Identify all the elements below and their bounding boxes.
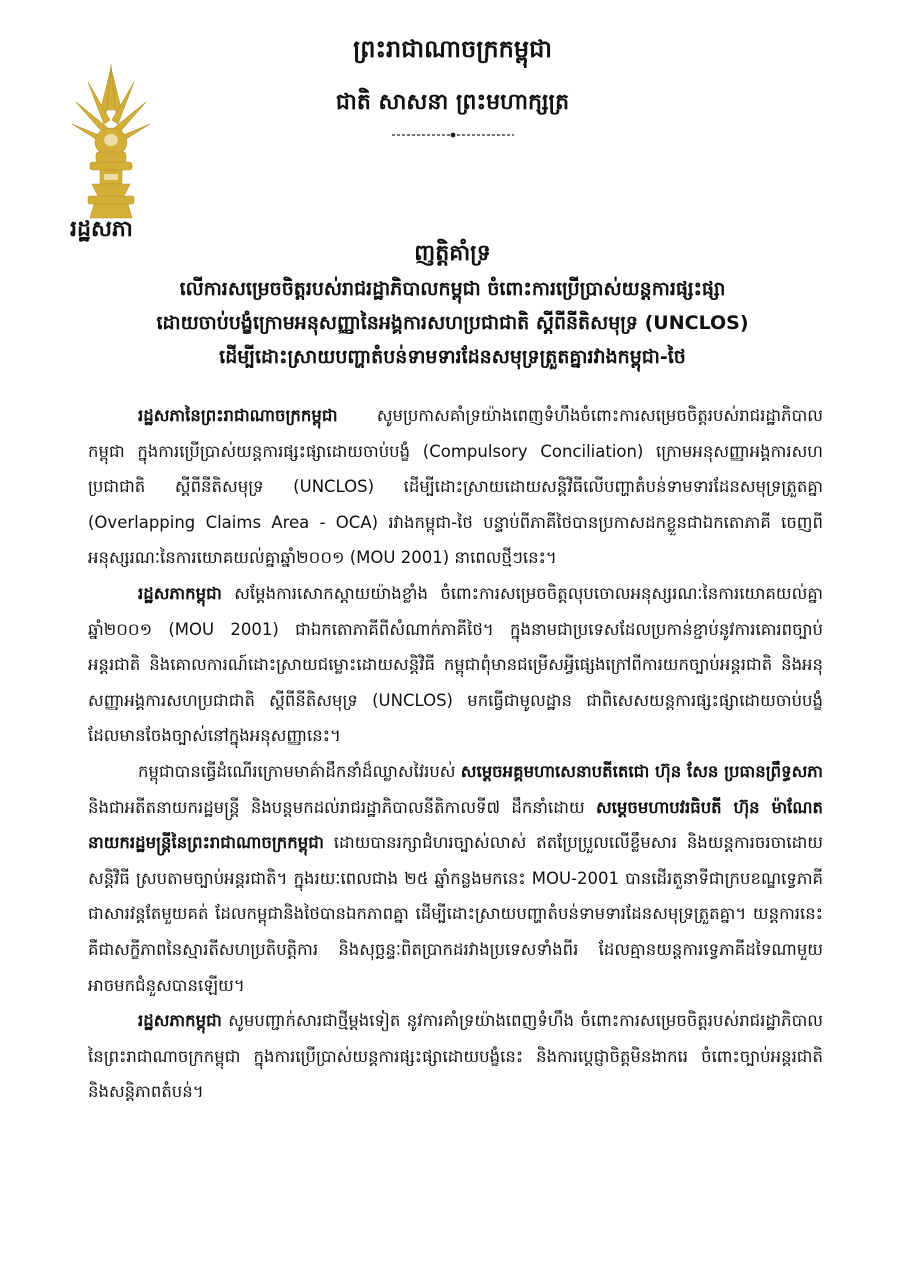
- paragraph-bold-name: សម្តេចអគ្គមហាសេនាបតីតេជោ ហ៊ុន សែន ប្រធានព្រឹទ្ធសភា: [460, 761, 823, 781]
- paragraph-lead: រដ្ឋសភាកម្ពុជា: [138, 1011, 222, 1031]
- paragraph-lead: រដ្ឋសភានៃព្រះរាជាណាចក្រកម្ពុជា: [138, 406, 338, 425]
- paragraph-text: សម្តែងការសោកស្តាយយ៉ាងខ្លាំង ចំពោះការសម្រេចចិត្តលុបចោលអនុស្សរណៈនៃការយោគយល់គ្នាឆ្នាំ២០០១ (MOU 2001) ជាឯកតោភាគីពីសំណាក់ភាគីថៃ។ ក្នុងនាមជាប្រទេសដែលប្រកាន់ខ្ជាប់នូវការគោរពច្បាប់អន្តរជាតិ និងគោលការណ៍ដោះស្រាយជម្លោះដោយសន្តិវិធី កម្ពុជាពុំមានជម្រើសអ្វីផ្សេងក្រៅពីការយកច្បាប់អន្តរជាតិ និងអនុសញ្ញាអង្គការសហប្រជាជាតិ ស្តីពីនីតិសមុទ្រ (UNCLOS) មកធ្វើជាមូលដ្ឋាន ជាពិសេសយន្តការផ្សះផ្សាដោយចាប់បង្ខំ ដែលមានចែងច្បាស់នៅក្នុងអនុសញ្ញានេះ។: [88, 583, 823, 746]
- body-paragraph: [88, 754, 823, 1003]
- body-paragraph: [88, 398, 823, 576]
- document-body: [88, 398, 823, 1110]
- paragraph-text: និងជាអតីតនាយករដ្ឋមន្ត្រី និងបន្តមកដល់រាជរដ្ឋាភិបាលនីតិកាលទី៧ ដឹកនាំដោយ: [88, 797, 596, 817]
- kingdom-heading: ព្រះរាជាណាចក្រកម្ពុជា: [353, 35, 552, 63]
- body-paragraph: [88, 1003, 823, 1110]
- paragraph-bold-name: សម្តេចមហាបវរធិបតី ហ៊ុន ម៉ាណែត នាយករដ្ឋមន្ត្រីនៃព្រះរាជាណាចក្រកម្ពុជា: [88, 797, 824, 853]
- paragraph-text: ដោយបានរក្សាជំហរច្បាស់លាស់ ឥតប្រែប្រួលលើខ្លឹមសារ និងយន្តការចរចាដោយសន្តិវិធី ស្របតាមច្បាប់អន្តរជាតិ។ ក្នុងរយៈពេលជាង ២៥ ឆ្នាំកន្លងមកនេះ MOU-2001 បានដើរតួនាទីជាក្របខណ្ឌទ្វេភាគីជាសារវន្តតែមួយគត់ ដែលកម្ពុជានិងថៃបានឯកភាពគ្នា ដើម្បីដោះស្រាយបញ្ហាតំបន់ទាមទារដែនសមុទ្រត្រួតគ្នា។ យន្តការនេះ គឺជាសក្ខីភាពនៃស្មារតីសហប្រតិបត្តិការ និងសុច្ឆន្ទៈពិតប្រាកដរវាងប្រទេសទាំងពីរ ដែលគ្មានយន្តការទ្វេភាគីដទៃណាមួយ អាចមកជំនួសបានឡើយ។: [88, 833, 823, 995]
- paragraph-text: សូមបញ្ជាក់សារជាថ្មីម្តងទៀត នូវការគាំទ្រយ៉ាងពេញទំហឹង ចំពោះការសម្រេចចិត្តរបស់រាជរដ្ឋាភិបាលនៃព្រះរាជាណាចក្រកម្ពុជា ក្នុងការប្រើប្រាស់យន្តការផ្សះផ្សាដោយបង្ខំនេះ និងការប្តេជ្ញាចិត្តមិនងាករេ ចំពោះច្បាប់អន្តរជាតិ និងសន្តិភាពតំបន់។: [88, 1011, 823, 1102]
- subtitle-line: ដោយចាប់បង្ខំក្រោមអនុសញ្ញានៃអង្គការសហប្រជាជាតិ ស្តីពីនីតិសមុទ្រ (UNCLOS): [156, 312, 749, 334]
- royal-emblem-icon: [70, 62, 152, 222]
- subtitle-line: លើការសម្រេចចិត្តរបស់រាជរដ្ឋាភិបាលកម្ពុជា ចំពោះការប្រើប្រាស់យន្តការផ្សះផ្សា: [179, 278, 726, 300]
- paragraph-text: កម្ពុជាបានធ្វើដំណើរក្រោមមាគ៌ាដឹកនាំដ៏ឈ្លាសវៃរបស់: [138, 761, 461, 781]
- subtitle-line: ដើម្បីដោះស្រាយបញ្ហាតំបន់ទាមទារដែនសមុទ្រត្រួតគ្នារវាងកម្ពុជា-ថៃ: [219, 346, 686, 368]
- senate-label: រដ្ឋសភា: [70, 217, 133, 242]
- ornament-divider: [392, 132, 514, 138]
- document-title: ញត្តិគាំទ្រ: [414, 241, 491, 266]
- body-paragraph: [88, 576, 823, 754]
- national-motto: ជាតិ សាសនា ព្រះមហាក្សត្រ: [335, 90, 570, 115]
- paragraph-text: សូមប្រកាសគាំទ្រយ៉ាងពេញទំហឹងចំពោះការសម្រេចចិត្តរបស់រាជរដ្ឋាភិបាលកម្ពុជា ក្នុងការប្រើប្រាស់យន្តការផ្សះផ្សាដោយចាប់បង្ខំ (Compulsory Conciliation) ក្រោមអនុសញ្ញាអង្គការសហប្រជាជាតិ ស្តីពីនីតិសមុទ្រ (UNCLOS) ដើម្បីដោះស្រាយដោយសន្តិវិធីលើបញ្ហាតំបន់ទាមទារដែនសមុទ្រត្រួតគ្នា (Overlapping Claims Area - OCA) រវាងកម្ពុជា-ថៃ បន្ទាប់ពីភាគីថៃបានប្រកាសដកខ្លួនជាឯកតោភាគី ចេញពីអនុស្សរណៈនៃការយោគយល់គ្នាឆ្នាំ២០០១ (MOU 2001) នាពេលថ្មីៗនេះ។: [88, 406, 823, 568]
- document-subtitle: [0, 272, 905, 374]
- paragraph-lead: រដ្ឋសភាកម្ពុជា: [138, 583, 222, 603]
